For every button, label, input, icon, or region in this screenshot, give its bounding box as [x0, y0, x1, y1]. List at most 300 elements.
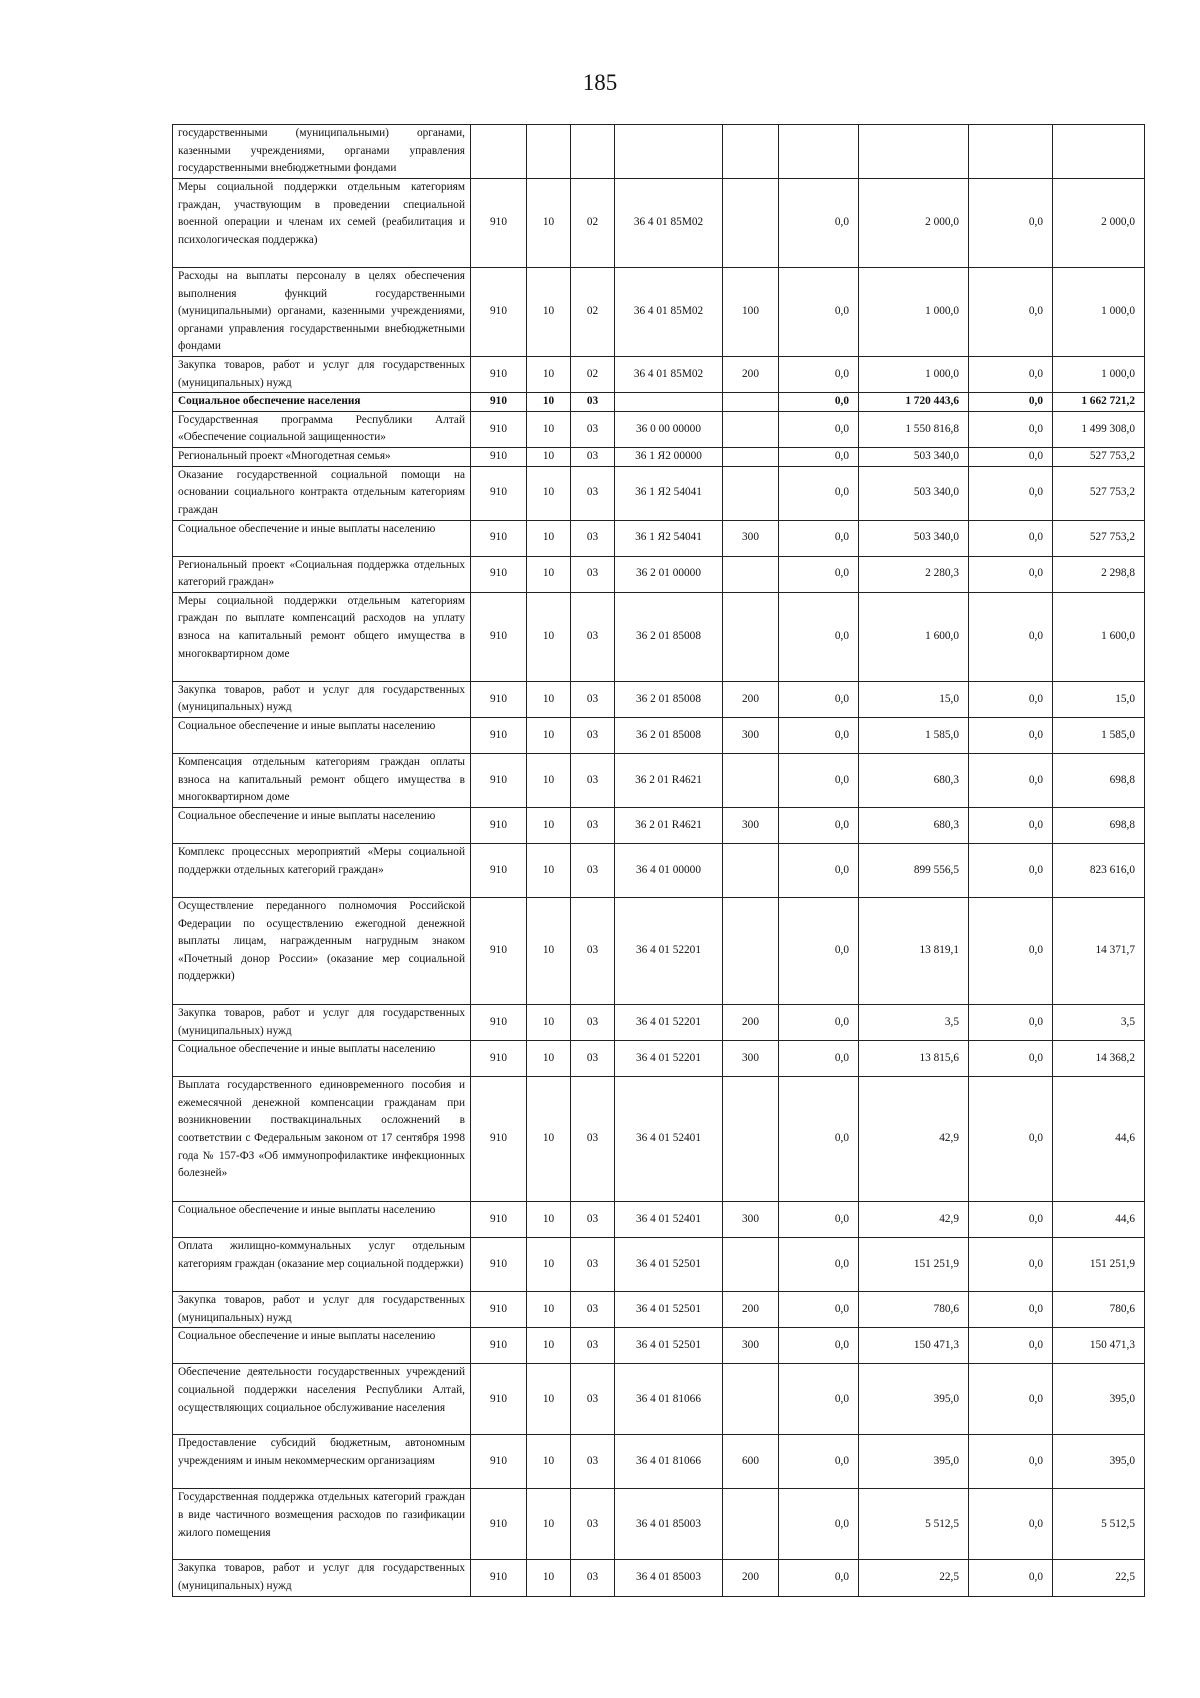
amount-cell-4: 395,0: [1053, 1435, 1145, 1489]
amount-cell-2: 680,3: [859, 753, 969, 807]
target-article-cell: 36 4 01 52401: [615, 1077, 723, 1202]
subsection-code-cell: 03: [571, 592, 615, 681]
subsection-code-cell: 03: [571, 1328, 615, 1364]
amount-cell-1: 0,0: [779, 1489, 859, 1560]
target-article-cell: 36 4 01 85M02: [615, 268, 723, 357]
amount-cell-4: 2 000,0: [1053, 179, 1145, 268]
amount-cell-2: 1 000,0: [859, 357, 969, 393]
expense-type-cell: [723, 592, 779, 681]
subsection-code-cell: 03: [571, 807, 615, 843]
amount-cell-1: 0,0: [779, 357, 859, 393]
amount-cell-4: 1 499 308,0: [1053, 411, 1145, 447]
admin-code-cell: 910: [471, 1364, 527, 1435]
admin-code-cell: 910: [471, 447, 527, 466]
amount-cell-2: 3,5: [859, 1004, 969, 1040]
amount-cell-4: 44,6: [1053, 1077, 1145, 1202]
table-row: [173, 1292, 1145, 1328]
amount-cell-3: 0,0: [969, 393, 1053, 412]
section-code-cell: 10: [527, 897, 571, 1004]
admin-code-cell: 910: [471, 556, 527, 592]
expense-name-cell: Выплата государственного единовременного пособия и ежемесячной денежной компенсации гражданам при возникновении поствакцинальных осложнений в соответствии с Федеральным законом от 17 сентября 1998 года № 157-ФЗ «Об иммунопрофилактике инфекционных болезней»: [173, 1077, 471, 1202]
amount-cell-1: 0,0: [779, 520, 859, 556]
amount-cell-1: 0,0: [779, 592, 859, 681]
expense-name-cell: Закупка товаров, работ и услуг для государственных (муниципальных) нужд: [173, 1292, 471, 1328]
section-code-cell: 10: [527, 681, 571, 717]
table-row: [173, 753, 1145, 807]
subsection-code-cell: 03: [571, 1077, 615, 1202]
amount-cell-4: 527 753,2: [1053, 520, 1145, 556]
section-code-cell: 10: [527, 268, 571, 357]
admin-code-cell: 910: [471, 1328, 527, 1364]
amount-cell-2: 5 512,5: [859, 1489, 969, 1560]
amount-cell-2: 395,0: [859, 1435, 969, 1489]
expense-name-cell: Социальное обеспечение и иные выплаты населению: [173, 717, 471, 753]
admin-code-cell: 910: [471, 179, 527, 268]
section-code-cell: 10: [527, 447, 571, 466]
table-row: [173, 179, 1145, 268]
amount-cell-4: 2 298,8: [1053, 556, 1145, 592]
amount-cell-1: 0,0: [779, 1364, 859, 1435]
amount-cell-1: 0,0: [779, 753, 859, 807]
target-article-cell: 36 4 01 85003: [615, 1560, 723, 1596]
admin-code-cell: 910: [471, 1435, 527, 1489]
admin-code-cell: 910: [471, 520, 527, 556]
expense-type-cell: 600: [723, 1435, 779, 1489]
amount-cell-4: 823 616,0: [1053, 843, 1145, 897]
admin-code-cell: 910: [471, 411, 527, 447]
amount-cell-3: 0,0: [969, 179, 1053, 268]
expense-type-cell: 300: [723, 1328, 779, 1364]
amount-cell-4: 44,6: [1053, 1202, 1145, 1238]
expense-type-cell: [723, 1364, 779, 1435]
subsection-code-cell: 03: [571, 466, 615, 520]
admin-code-cell: 910: [471, 1004, 527, 1040]
amount-cell-1: 0,0: [779, 807, 859, 843]
amount-cell-4: 5 512,5: [1053, 1489, 1145, 1560]
admin-code-cell: 910: [471, 843, 527, 897]
expense-type-cell: [723, 897, 779, 1004]
amount-cell-4: 527 753,2: [1053, 447, 1145, 466]
section-code-cell: 10: [527, 1560, 571, 1596]
section-code-cell: 10: [527, 753, 571, 807]
amount-cell-1: 0,0: [779, 897, 859, 1004]
amount-cell-1: 0,0: [779, 1328, 859, 1364]
expense-type-cell: [723, 179, 779, 268]
amount-cell-2: 899 556,5: [859, 843, 969, 897]
amount-cell-4: 1 585,0: [1053, 717, 1145, 753]
expense-name-cell: Оплата жилищно-коммунальных услуг отдельным категориям граждан (оказание мер социальной поддержки): [173, 1238, 471, 1292]
amount-cell-1: 0,0: [779, 411, 859, 447]
amount-cell-3: 0,0: [969, 556, 1053, 592]
expense-name-cell: Закупка товаров, работ и услуг для государственных (муниципальных) нужд: [173, 1560, 471, 1596]
amount-cell-1: 0,0: [779, 1435, 859, 1489]
subsection-code-cell: 03: [571, 447, 615, 466]
expense-type-cell: 200: [723, 1560, 779, 1596]
subsection-code-cell: 03: [571, 556, 615, 592]
expense-name-cell: Компенсация отдельным категориям граждан оплаты взноса на капитальный ремонт общего имущества в многоквартирном доме: [173, 753, 471, 807]
amount-cell-3: 0,0: [969, 681, 1053, 717]
amount-cell-2: 503 340,0: [859, 447, 969, 466]
admin-code-cell: 910: [471, 1292, 527, 1328]
expense-type-cell: [723, 1238, 779, 1292]
admin-code-cell: 910: [471, 807, 527, 843]
expense-name-cell: Социальное обеспечение и иные выплаты населению: [173, 1328, 471, 1364]
amount-cell-3: 0,0: [969, 1560, 1053, 1596]
expense-name-cell: Закупка товаров, работ и услуг для государственных (муниципальных) нужд: [173, 681, 471, 717]
subsection-code-cell: 03: [571, 1560, 615, 1596]
amount-cell-3: 0,0: [969, 411, 1053, 447]
target-article-cell: 36 2 01 85008: [615, 681, 723, 717]
target-article-cell: 36 2 01 85008: [615, 592, 723, 681]
target-article-cell: 36 4 01 52501: [615, 1328, 723, 1364]
table-row: [173, 268, 1145, 357]
target-article-cell: 36 1 Я2 54041: [615, 466, 723, 520]
admin-code-cell: 910: [471, 1560, 527, 1596]
section-code-cell: 10: [527, 466, 571, 520]
expense-name-cell: Социальное обеспечение и иные выплаты населению: [173, 1202, 471, 1238]
amount-cell-1: [779, 125, 859, 179]
target-article-cell: 36 4 01 85003: [615, 1489, 723, 1560]
amount-cell-4: 14 368,2: [1053, 1041, 1145, 1077]
amount-cell-3: 0,0: [969, 843, 1053, 897]
target-article-cell: 36 2 01 R4621: [615, 753, 723, 807]
expense-type-cell: 200: [723, 1004, 779, 1040]
admin-code-cell: 910: [471, 1202, 527, 1238]
amount-cell-2: 1 550 816,8: [859, 411, 969, 447]
subsection-code-cell: 02: [571, 179, 615, 268]
subsection-code-cell: 03: [571, 411, 615, 447]
table-row: [173, 466, 1145, 520]
amount-cell-1: 0,0: [779, 1077, 859, 1202]
subsection-code-cell: 03: [571, 717, 615, 753]
section-code-cell: 10: [527, 520, 571, 556]
amount-cell-3: 0,0: [969, 447, 1053, 466]
admin-code-cell: [471, 125, 527, 179]
amount-cell-2: 42,9: [859, 1077, 969, 1202]
amount-cell-2: 13 819,1: [859, 897, 969, 1004]
target-article-cell: 36 4 01 52501: [615, 1238, 723, 1292]
target-article-cell: 36 4 01 52201: [615, 1004, 723, 1040]
subsection-code-cell: 03: [571, 520, 615, 556]
expense-type-cell: [723, 466, 779, 520]
section-code-cell: 10: [527, 1041, 571, 1077]
table-row: [173, 1004, 1145, 1040]
amount-cell-4: 1 662 721,2: [1053, 393, 1145, 412]
expense-type-cell: 300: [723, 520, 779, 556]
amount-cell-2: 15,0: [859, 681, 969, 717]
amount-cell-3: 0,0: [969, 466, 1053, 520]
subsection-code-cell: 03: [571, 897, 615, 1004]
target-article-cell: 36 4 01 52201: [615, 897, 723, 1004]
target-article-cell: [615, 393, 723, 412]
subsection-code-cell: 03: [571, 1004, 615, 1040]
expense-name-cell: Региональный проект «Социальная поддержка отдельных категорий граждан»: [173, 556, 471, 592]
amount-cell-1: 0,0: [779, 1560, 859, 1596]
target-article-cell: 36 4 01 85M02: [615, 357, 723, 393]
subsection-code-cell: 03: [571, 1292, 615, 1328]
amount-cell-2: 1 000,0: [859, 268, 969, 357]
amount-cell-1: 0,0: [779, 717, 859, 753]
expense-type-cell: [723, 556, 779, 592]
amount-cell-3: 0,0: [969, 1328, 1053, 1364]
expense-type-cell: 200: [723, 357, 779, 393]
section-code-cell: 10: [527, 807, 571, 843]
amount-cell-1: 0,0: [779, 268, 859, 357]
amount-cell-2: [859, 125, 969, 179]
subsection-code-cell: 03: [571, 1489, 615, 1560]
amount-cell-1: 0,0: [779, 681, 859, 717]
budget-table: [172, 124, 1145, 1597]
table-row: [173, 592, 1145, 681]
amount-cell-1: 0,0: [779, 556, 859, 592]
admin-code-cell: 910: [471, 897, 527, 1004]
table-row: [173, 1238, 1145, 1292]
target-article-cell: 36 4 01 81066: [615, 1364, 723, 1435]
admin-code-cell: 910: [471, 393, 527, 412]
amount-cell-4: 14 371,7: [1053, 897, 1145, 1004]
target-article-cell: 36 1 Я2 00000: [615, 447, 723, 466]
amount-cell-2: 13 815,6: [859, 1041, 969, 1077]
subsection-code-cell: 03: [571, 1202, 615, 1238]
amount-cell-4: 527 753,2: [1053, 466, 1145, 520]
subsection-code-cell: 02: [571, 357, 615, 393]
amount-cell-1: 0,0: [779, 1238, 859, 1292]
expense-type-cell: [723, 1077, 779, 1202]
subsection-code-cell: 03: [571, 843, 615, 897]
section-code-cell: 10: [527, 1004, 571, 1040]
amount-cell-4: 698,8: [1053, 807, 1145, 843]
amount-cell-4: 780,6: [1053, 1292, 1145, 1328]
target-article-cell: 36 1 Я2 54041: [615, 520, 723, 556]
expense-name-cell: Государственная поддержка отдельных категорий граждан в виде частичного возмещения расходов по газификации жилого помещения: [173, 1489, 471, 1560]
expense-name-cell: Государственная программа Республики Алтай «Обеспечение социальной защищенности»: [173, 411, 471, 447]
table-row: [173, 357, 1145, 393]
amount-cell-3: 0,0: [969, 1202, 1053, 1238]
subsection-code-cell: 03: [571, 1238, 615, 1292]
amount-cell-2: 22,5: [859, 1560, 969, 1596]
subsection-code-cell: [571, 125, 615, 179]
expense-name-cell: Обеспечение деятельности государственных учреждений социальной поддержки населения Республики Алтай, осуществляющих социальное обслуживание населения: [173, 1364, 471, 1435]
section-code-cell: 10: [527, 1292, 571, 1328]
admin-code-cell: 910: [471, 681, 527, 717]
admin-code-cell: 910: [471, 357, 527, 393]
amount-cell-4: 1 000,0: [1053, 357, 1145, 393]
amount-cell-2: 1 585,0: [859, 717, 969, 753]
subsection-code-cell: 03: [571, 393, 615, 412]
target-article-cell: 36 4 01 00000: [615, 843, 723, 897]
expense-name-cell: Осуществление переданного полномочия Российской Федерации по осуществлению ежегодной денежной выплаты лицам, награжденным нагрудным знаком «Почетный донор России» (оказание мер социальной поддержки): [173, 897, 471, 1004]
expense-type-cell: 200: [723, 1292, 779, 1328]
target-article-cell: 36 4 01 81066: [615, 1435, 723, 1489]
amount-cell-3: 0,0: [969, 717, 1053, 753]
expense-name-cell: Закупка товаров, работ и услуг для государственных (муниципальных) нужд: [173, 357, 471, 393]
table-row: [173, 681, 1145, 717]
section-code-cell: 10: [527, 179, 571, 268]
table-row: [173, 807, 1145, 843]
subsection-code-cell: 03: [571, 753, 615, 807]
expense-type-cell: [723, 125, 779, 179]
section-code-cell: 10: [527, 1077, 571, 1202]
expense-name-cell: Оказание государственной социальной помощи на основании социального контракта отдельным категориям граждан: [173, 466, 471, 520]
amount-cell-4: 698,8: [1053, 753, 1145, 807]
amount-cell-4: 3,5: [1053, 1004, 1145, 1040]
section-code-cell: 10: [527, 411, 571, 447]
amount-cell-3: 0,0: [969, 807, 1053, 843]
amount-cell-4: 395,0: [1053, 1364, 1145, 1435]
amount-cell-3: 0,0: [969, 520, 1053, 556]
amount-cell-4: 150 471,3: [1053, 1328, 1145, 1364]
admin-code-cell: 910: [471, 466, 527, 520]
amount-cell-1: 0,0: [779, 179, 859, 268]
table-row: [173, 843, 1145, 897]
admin-code-cell: 910: [471, 1238, 527, 1292]
expense-name-cell: государственными (муниципальными) органами, казенными учреждениями, органами управления государственными внебюджетными фондами: [173, 125, 471, 179]
table-row: [173, 125, 1145, 179]
amount-cell-3: 0,0: [969, 1292, 1053, 1328]
target-article-cell: 36 0 00 00000: [615, 411, 723, 447]
amount-cell-3: 0,0: [969, 1238, 1053, 1292]
expense-name-cell: Меры социальной поддержки отдельным категориям граждан по выплате компенсаций расходов на уплату взноса на капитальный ремонт общего имущества в многоквартирном доме: [173, 592, 471, 681]
table-row: [173, 393, 1145, 412]
amount-cell-4: 1 600,0: [1053, 592, 1145, 681]
amount-cell-3: 0,0: [969, 357, 1053, 393]
amount-cell-1: 0,0: [779, 1004, 859, 1040]
table-row: [173, 520, 1145, 556]
amount-cell-1: 0,0: [779, 466, 859, 520]
admin-code-cell: 910: [471, 268, 527, 357]
expense-type-cell: [723, 447, 779, 466]
target-article-cell: 36 2 01 00000: [615, 556, 723, 592]
section-code-cell: 10: [527, 843, 571, 897]
amount-cell-2: 503 340,0: [859, 520, 969, 556]
amount-cell-2: 395,0: [859, 1364, 969, 1435]
table-row: [173, 1435, 1145, 1489]
expense-name-cell: Расходы на выплаты персоналу в целях обеспечения выполнения функций государственными (муниципальными) органами, казенными учреждениями, органами управления государственными внебюджетными фондами: [173, 268, 471, 357]
expense-name-cell: Предоставление субсидий бюджетным, автономным учреждениям и иным некоммерческим организациям: [173, 1435, 471, 1489]
amount-cell-1: 0,0: [779, 1202, 859, 1238]
section-code-cell: 10: [527, 592, 571, 681]
amount-cell-4: 15,0: [1053, 681, 1145, 717]
expense-type-cell: [723, 393, 779, 412]
table-body: [173, 125, 1145, 1597]
expense-type-cell: [723, 411, 779, 447]
target-article-cell: 36 4 01 52501: [615, 1292, 723, 1328]
target-article-cell: 36 4 01 85M02: [615, 179, 723, 268]
amount-cell-2: 503 340,0: [859, 466, 969, 520]
section-code-cell: 10: [527, 1489, 571, 1560]
amount-cell-1: 0,0: [779, 393, 859, 412]
expense-type-cell: [723, 843, 779, 897]
section-code-cell: 10: [527, 717, 571, 753]
table-row: [173, 447, 1145, 466]
amount-cell-1: 0,0: [779, 843, 859, 897]
expense-name-cell: Меры социальной поддержки отдельным категориям граждан, участвующим в проведении специальной военной операции и членам их семей (реабилитация и психологическая поддержка): [173, 179, 471, 268]
subsection-code-cell: 03: [571, 681, 615, 717]
amount-cell-2: 1 720 443,6: [859, 393, 969, 412]
table-row: [173, 556, 1145, 592]
amount-cell-4: [1053, 125, 1145, 179]
amount-cell-1: 0,0: [779, 1292, 859, 1328]
subsection-code-cell: 02: [571, 268, 615, 357]
amount-cell-3: 0,0: [969, 1489, 1053, 1560]
expense-type-cell: 200: [723, 681, 779, 717]
table-row: [173, 411, 1145, 447]
subsection-code-cell: 03: [571, 1041, 615, 1077]
amount-cell-3: 0,0: [969, 1435, 1053, 1489]
target-article-cell: 36 2 01 85008: [615, 717, 723, 753]
expense-name-cell: Социальное обеспечение населения: [173, 393, 471, 412]
amount-cell-3: 0,0: [969, 1077, 1053, 1202]
amount-cell-3: 0,0: [969, 592, 1053, 681]
section-code-cell: 10: [527, 1202, 571, 1238]
section-code-cell: 10: [527, 393, 571, 412]
table-row: [173, 1328, 1145, 1364]
amount-cell-3: 0,0: [969, 1041, 1053, 1077]
table-row: [173, 1041, 1145, 1077]
target-article-cell: 36 4 01 52401: [615, 1202, 723, 1238]
amount-cell-2: 680,3: [859, 807, 969, 843]
section-code-cell: 10: [527, 1328, 571, 1364]
expense-type-cell: 100: [723, 268, 779, 357]
table-row: [173, 1077, 1145, 1202]
section-code-cell: [527, 125, 571, 179]
table-row: [173, 1560, 1145, 1596]
admin-code-cell: 910: [471, 717, 527, 753]
target-article-cell: 36 2 01 R4621: [615, 807, 723, 843]
section-code-cell: 10: [527, 1364, 571, 1435]
admin-code-cell: 910: [471, 753, 527, 807]
amount-cell-4: 22,5: [1053, 1560, 1145, 1596]
target-article-cell: 36 4 01 52201: [615, 1041, 723, 1077]
amount-cell-2: 2 280,3: [859, 556, 969, 592]
amount-cell-1: 0,0: [779, 1041, 859, 1077]
section-code-cell: 10: [527, 556, 571, 592]
expense-type-cell: [723, 753, 779, 807]
section-code-cell: 10: [527, 1435, 571, 1489]
expense-type-cell: 300: [723, 1041, 779, 1077]
table-row: [173, 1489, 1145, 1560]
expense-type-cell: [723, 1489, 779, 1560]
expense-type-cell: 300: [723, 807, 779, 843]
amount-cell-3: [969, 125, 1053, 179]
expense-name-cell: Комплекс процессных мероприятий «Меры социальной поддержки отдельных категорий граждан»: [173, 843, 471, 897]
admin-code-cell: 910: [471, 1041, 527, 1077]
amount-cell-4: 151 251,9: [1053, 1238, 1145, 1292]
amount-cell-2: 1 600,0: [859, 592, 969, 681]
page-number: 185: [582, 70, 618, 95]
subsection-code-cell: 03: [571, 1435, 615, 1489]
expense-name-cell: Социальное обеспечение и иные выплаты населению: [173, 520, 471, 556]
expense-type-cell: 300: [723, 717, 779, 753]
amount-cell-2: 42,9: [859, 1202, 969, 1238]
amount-cell-3: 0,0: [969, 1004, 1053, 1040]
amount-cell-2: 780,6: [859, 1292, 969, 1328]
subsection-code-cell: 03: [571, 1364, 615, 1435]
amount-cell-3: 0,0: [969, 753, 1053, 807]
expense-name-cell: Региональный проект «Многодетная семья»: [173, 447, 471, 466]
target-article-cell: [615, 125, 723, 179]
section-code-cell: 10: [527, 1238, 571, 1292]
table-row: [173, 717, 1145, 753]
amount-cell-2: 150 471,3: [859, 1328, 969, 1364]
expense-type-cell: 300: [723, 1202, 779, 1238]
expense-name-cell: Социальное обеспечение и иные выплаты населению: [173, 1041, 471, 1077]
amount-cell-1: 0,0: [779, 447, 859, 466]
expense-name-cell: Закупка товаров, работ и услуг для государственных (муниципальных) нужд: [173, 1004, 471, 1040]
amount-cell-2: 151 251,9: [859, 1238, 969, 1292]
table-row: [173, 897, 1145, 1004]
table-row: [173, 1202, 1145, 1238]
